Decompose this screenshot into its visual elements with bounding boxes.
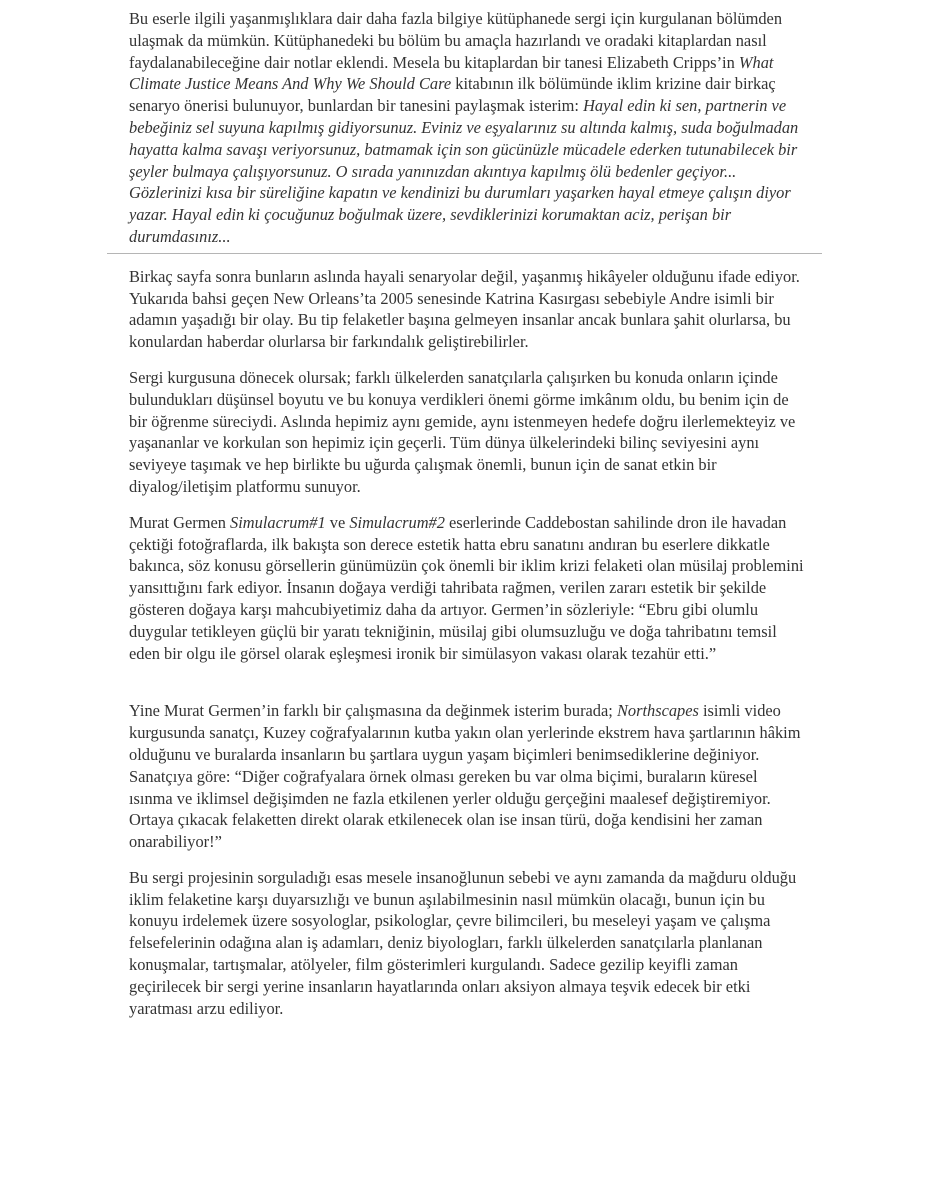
text-run: Sergi kurgusuna dönecek olursak; farklı ülkelerden sanatçılarla çalışırken bu konuda onların içinde bulundukları düşünsel boyutu ve bu konuya verdikleri önemi görme imkânım oldu, bu benim için de bir öğrenme süreciydi. Aslında hepimiz aynı gemide, aynı istenmeyen hedefe doğru ilerlemekteyiz ve yaşananlar ve korkulan son hepimiz için geçerli. Tüm dünya ülkelerindeki bilinç seviyesini aynı seviyeye taşımak ve hep birlikte bu uğurda çalışmak önemli, bunun için de sanat etkin bir diyalog/iletişim platformu sunuyor.: [129, 367, 796, 496]
text-run-italic: Simulacrum#2: [349, 512, 445, 532]
paragraph-exhibition-setup: [129, 367, 805, 498]
paragraph-project-purpose: [129, 867, 805, 1020]
text-run: Birkaç sayfa sonra bunların aslında hayali senaryolar değil, yaşanmış hikâyeler olduğunu ifade ediyor. Yukarıda bahsi geçen New Orleans’ta 2005 senesinde Katrina Kasırgası sebebiyle Andre isimli bir adamın yaşadığı bir olay. Bu tip felaketler başına gelmeyen insanlar ancak bunlara şahit olurlarsa, bu konulardan haberdar olurlarsa bir farkındalık geliştirebilirler.: [129, 266, 800, 352]
text-run: eserlerinde Caddebostan sahilinde dron ile havadan çektiği fotoğraflarda, ilk bakışta son derece estetik hatta ebru sanatını andıran bu eserlere dikkatle bakınca, söz konusu görsellerin günümüzün çok önemli bir iklim krizi felaketi olan müsilaj problemini yansıttığını fark ediyor. İnsanın doğaya verdiği tahribata rağmen, verilen zararı estetik bir şekilde gösteren doğaya karşı mahcubiyetimiz daha da artıyor. Germen’in sözleriyle: “Ebru gibi olumlu duygular tetikleyen güçlü bir yaratı tekniğinin, müsilaj gibi olumsuzluğu ve doğa tahribatını temsil eden bir olgu ile görsel olarak eşleşmesi ironik bir simülasyon vakası olarak tezahür etti.”: [129, 512, 804, 663]
text-run: Bu eserle ilgili yaşanmışlıklara dair daha fazla bilgiye kütüphanede sergi için kurgulanan bölümden ulaşmak da mümkün. Kütüphanedeki bu bölüm bu amaçla hazırlandı ve oradaki kitaplardan nasıl faydalanabileceğine dair notlar eklendi. Mesela bu kitaplardan bir tanesi Elizabeth Cripps’in: [129, 9, 783, 72]
text-run: ve: [325, 512, 350, 532]
paragraph-murat-germen-simulacrum: [129, 512, 805, 665]
paragraph-library-section: [129, 8, 805, 248]
text-run-italic: Hayal edin ki sen, partnerin ve bebeğiniz sel suyuna kapılmış gidiyorsunuz. Eviniz ve eşyalarınız su altında kalmış, suda boğulmadan hayatta kalma savaşı veriyorsunuz, batmamak için son gücünüzle mücadele ederken tutunabilecek bir şeyler bulmaya çalışıyorsunuz. O sırada yanınızdan akıntıya kapılmış ölü bedenler geçiyor... Gözlerinizi kısa bir süreliğine kapatın ve kendinizi bu durumları yaşarken hayal etmeye çalışın diyor yazar. Hayal edin ki çocuğunuz boğulmak üzere, sevdiklerinizi korumaktan aciz, perişan bir durumdasınız...: [129, 96, 799, 246]
section-divider: [107, 253, 822, 254]
text-run: kitabının ilk bölümünde iklim krizine dair birkaç senaryo önerisi bulunuyor, bunlardan bir tanesini paylaşmak isterim:: [129, 74, 776, 116]
text-run: isimli video kurgusunda sanatçı, Kuzey coğrafyalarının kutba yakın olan yerlerinde ekstrem hava şartlarının hâkim olduğunu ve buralarda insanların bu şartlara uygun yaşam biçimleri benimsediklerine değiniyor. Sanatçıya göre: “Diğer coğrafyalara örnek olması gereken bu var olma biçimi, buraların küresel ısınma ve iklimsel değişimden ne fazla etkilenen yerler olduğu gerçeğini maalesef değiştiremiyor. Ortaya çıkacak felaketten direkt olarak etkilenecek olan ise insan türü, doğa kendisini her zaman onarabiliyor!”: [129, 701, 801, 852]
text-run-italic: What Climate Justice Means And Why We Should Care: [129, 52, 774, 94]
paragraph-real-stories: [129, 266, 805, 353]
text-run-italic: Simulacrum#1: [230, 512, 326, 532]
text-run-italic: Northscapes: [616, 701, 699, 721]
text-run: Yine Murat Germen’in farklı bir çalışmasına da değinmek isterim burada;: [129, 701, 617, 721]
text-run: Murat Germen: [129, 512, 231, 532]
paragraph-murat-germen-northscapes: [129, 700, 805, 853]
text-run: Bu sergi projesinin sorguladığı esas mesele insanoğlunun sebebi ve aynı zamanda da mağduru olduğu iklim felaketine karşı duyarsızlığı ve bunun aşılabilmesinin nasıl mümkün olacağı, bunun için bu konuyu irdelemek üzere sosyologlar, psikologlar, çevre bilimcileri, bu meseleyi yaşam ve çalışma felsefelerinin odağına alan iş adamları, deniz biyologları, farklı ülkelerden sanatçılarla planlanan konuşmalar, tartışmalar, atölyeler, film gösterimleri kurgulandı. Sadece gezilip keyifli zaman geçirilecek bir sergi yerine insanların hayatlarında onları aksiyon almaya teşvik edecek bir etki yaratması arzu ediliyor.: [129, 867, 797, 1018]
